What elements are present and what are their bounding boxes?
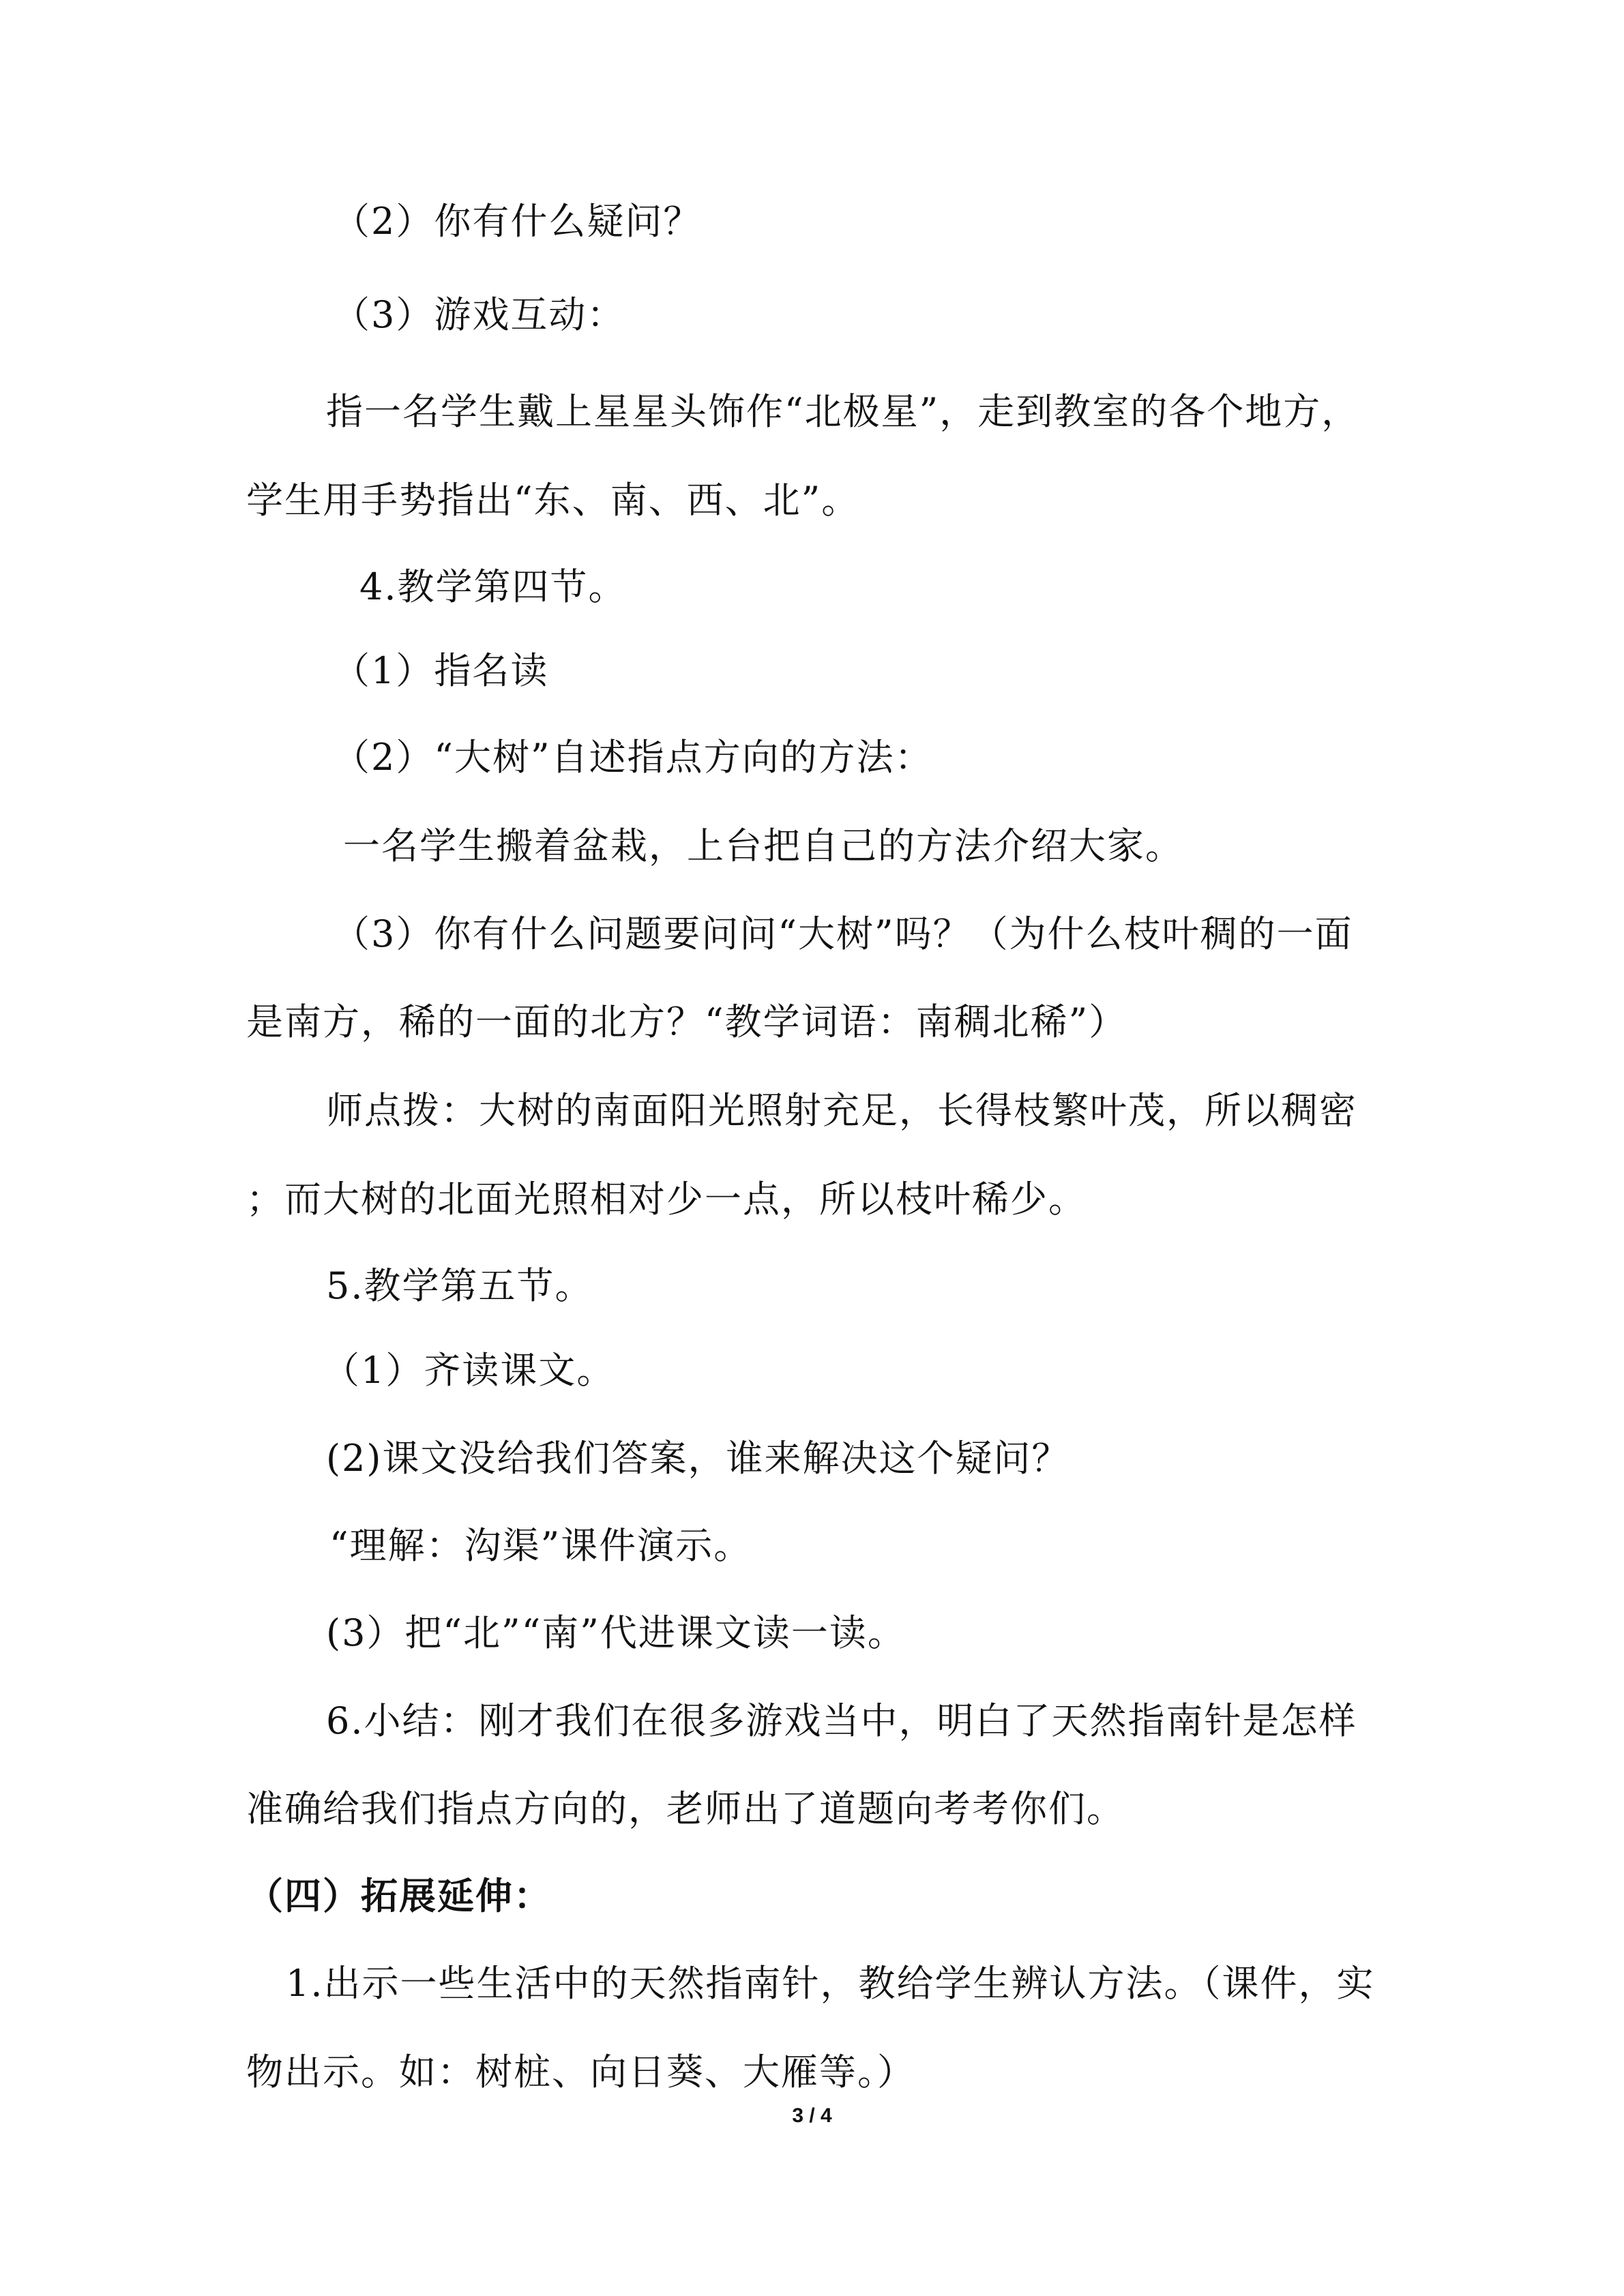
line-game-desc-1: 指一名学生戴上星星头饰作“北极星”，走到教室的各个地方， [326, 390, 1360, 433]
line-read-by-name: （1）指名读 [333, 649, 549, 692]
line-section-4: 4.教学第四节。 [359, 565, 627, 608]
line-ask-tree-1: （3）你有什么问题要问问“大树”吗？（为什么枝叶稠的一面 [333, 912, 1353, 955]
line-extension-2: 物出示。如：树桩、向日葵、大雁等。） [246, 2051, 915, 2093]
page-number: 3 / 4 [792, 2104, 832, 2127]
line-summary-1: 6.小结：刚才我们在很多游戏当中，明白了天然指南针是怎样 [326, 1699, 1357, 1742]
line-no-answer: (2)课文没给我们答案，谁来解决这个疑问？ [326, 1437, 1070, 1480]
line-teacher-tip-1: 师点拨：大树的南面阳光照射充足，长得枝繁叶茂，所以稠密 [326, 1089, 1357, 1132]
line-ask-tree-2: 是南方，稀的一面的北方？“教学词语：南稠北稀”） [246, 1000, 1127, 1043]
line-question: （2）你有什么疑问？ [333, 200, 702, 243]
line-teacher-tip-2: ；而大树的北面光照相对少一点，所以枝叶稀少。 [246, 1178, 1087, 1221]
line-game-heading: （3）游戏互动： [333, 293, 625, 336]
line-section-5: 5.教学第五节。 [326, 1264, 593, 1307]
line-tree-method: （2）“大树”自述指点方向的方法： [333, 736, 933, 779]
line-game-desc-2: 学生用手势指出“东、南、西、北”。 [246, 479, 860, 522]
line-student-demo: 一名学生搬着盆栽，上台把自己的方法介绍大家。 [343, 824, 1183, 867]
section-heading-extension: （四）拓展延伸： [246, 1874, 552, 1918]
line-extension-1: 1.出示一些生活中的天然指南针，教给学生辨认方法。（课件，实 [286, 1962, 1375, 2005]
line-ditch-demo: “理解：沟渠”课件演示。 [329, 1524, 752, 1567]
line-read-together: （1）齐读课文。 [323, 1349, 615, 1392]
line-north-south: (3）把“北”“南”代进课文读一读。 [326, 1611, 906, 1654]
line-summary-2: 准确给我们指点方向的，老师出了道题向考考你们。 [246, 1787, 1125, 1830]
